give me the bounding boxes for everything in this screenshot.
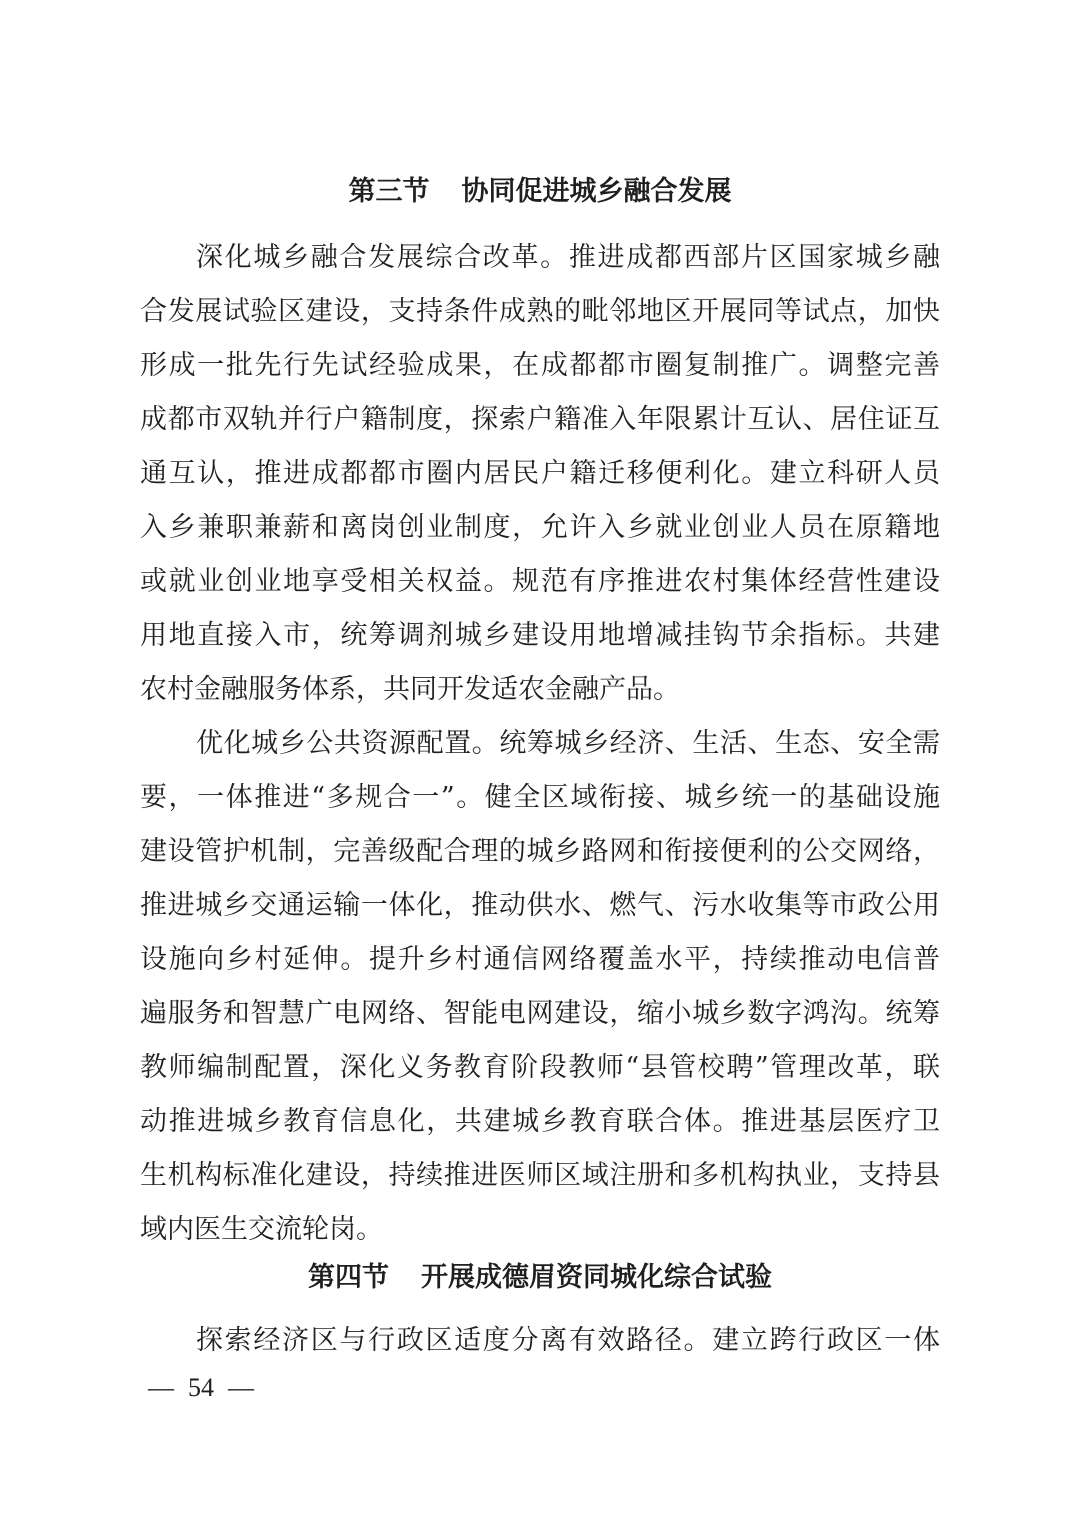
section-title: 协同促进城乡融合发展 (461, 176, 732, 207)
section-number: 第四节 (308, 1262, 389, 1293)
text-line: 深化城乡融合发展综合改革。推进成都西部片区国家城乡融 (196, 242, 940, 273)
paragraph-economic-zone (140, 1314, 940, 1368)
page-number: 54 (188, 1373, 214, 1402)
text-line: 用地直接入市，统筹调剂城乡建设用地增减挂钩节余指标。共建 (140, 620, 940, 651)
section-title: 开展成德眉资同城化综合试验 (421, 1262, 772, 1293)
section-number: 第三节 (348, 176, 430, 207)
text-line: 生机构标准化建设，持续推进医师区域注册和多机构执业，支持县 (140, 1160, 940, 1191)
footer-dash-left: — (148, 1373, 174, 1402)
section-heading-4 (140, 1258, 940, 1298)
text-line: 动推进城乡教育信息化，共建城乡教育联合体。推进基层医疗卫 (140, 1106, 940, 1137)
text-line: 农村金融服务体系，共同开发适农金融产品。 (140, 674, 680, 705)
text-line: 设施向乡村延伸。提升乡村通信网络覆盖水平，持续推动电信普 (140, 944, 940, 975)
text-line: 优化城乡公共资源配置。统筹城乡经济、生活、生态、安全需 (196, 728, 940, 759)
text-line: 探索经济区与行政区适度分离有效路径。建立跨行政区一体 (196, 1325, 940, 1356)
footer-dash-right: — (228, 1373, 254, 1402)
text-line: 域内医生交流轮岗。 (140, 1214, 383, 1245)
text-line: 教师编制配置，深化义务教育阶段教师“县管校聘”管理改革，联 (140, 1052, 940, 1083)
text-line: 要，一体推进“多规合一”。健全区域衔接、城乡统一的基础设施 (140, 782, 940, 813)
page-footer (148, 1368, 254, 1408)
section-heading-3 (140, 172, 940, 212)
text-line: 建设管护机制，完善级配合理的城乡路网和衔接便利的公交网络， (140, 836, 940, 867)
text-line: 或就业创业地享受相关权益。规范有序推进农村集体经营性建设 (140, 566, 940, 597)
text-line: 入乡兼职兼薪和离岗创业制度，允许入乡就业创业人员在原籍地 (140, 512, 940, 543)
paragraph-urban-rural-reform (140, 231, 940, 717)
text-line: 形成一批先行先试经验成果，在成都都市圈复制推广。调整完善 (140, 350, 940, 381)
text-line: 遍服务和智慧广电网络、智能电网建设，缩小城乡数字鸿沟。统筹 (140, 998, 940, 1029)
text-line: 成都市双轨并行户籍制度，探索户籍准入年限累计互认、居住证互 (140, 404, 940, 435)
text-line: 通互认，推进成都都市圈内居民户籍迁移便利化。建立科研人员 (140, 458, 940, 489)
text-line: 合发展试验区建设，支持条件成熟的毗邻地区开展同等试点，加快 (140, 296, 940, 327)
paragraph-public-resources (140, 717, 940, 1257)
text-line: 推进城乡交通运输一体化，推动供水、燃气、污水收集等市政公用 (140, 890, 940, 921)
